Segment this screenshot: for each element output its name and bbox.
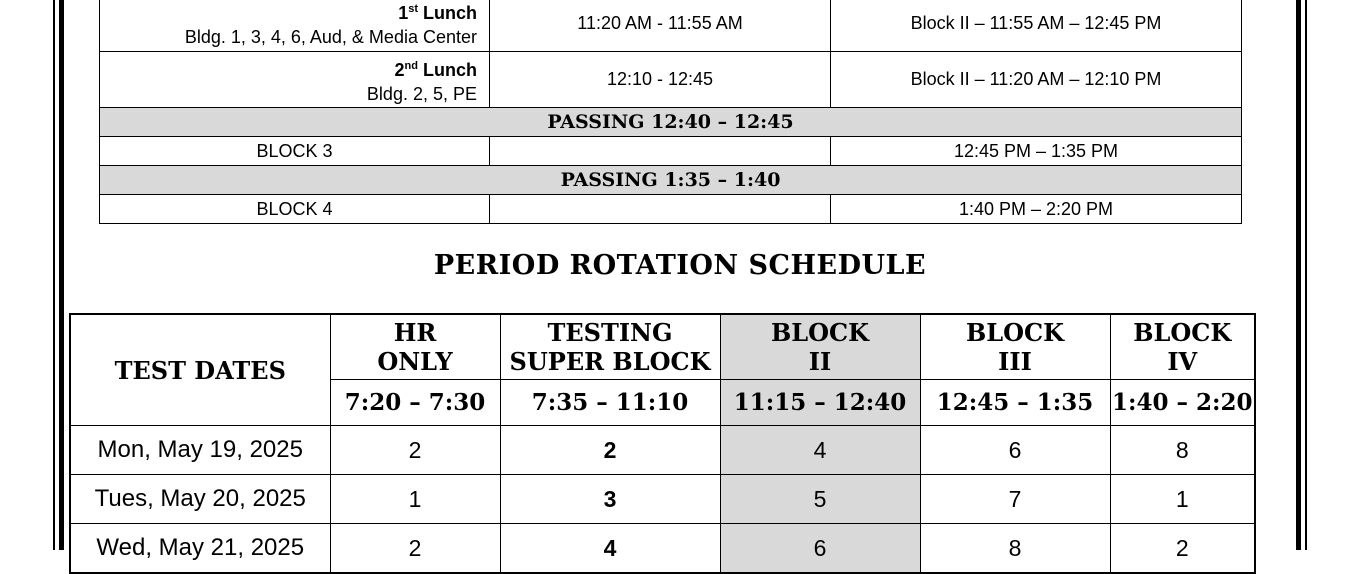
cell-block3: 7 — [920, 475, 1110, 524]
table-row — [70, 524, 1255, 574]
period-rotation-table — [69, 313, 1256, 574]
test-dates-header: TEST DATES — [70, 314, 330, 426]
passing-label-2: PASSING 1:35 – 1:40 — [100, 166, 1242, 195]
first-lunch-title: 1st Lunch — [398, 3, 477, 23]
passing-row-2 — [100, 166, 1242, 195]
cell-hr: 2 — [330, 426, 500, 475]
col-time-hr: 7:20 – 7:30 — [330, 380, 500, 426]
block3-time: 12:45 PM – 1:35 PM — [831, 137, 1242, 166]
cell-hr: 2 — [330, 524, 500, 574]
cell-block2: 6 — [720, 524, 920, 574]
first-lunch-label-cell — [100, 0, 490, 52]
second-lunch-label-cell — [100, 52, 490, 108]
second-lunch-time: 12:10 - 12:45 — [490, 52, 831, 108]
cell-block3: 8 — [920, 524, 1110, 574]
passing-label-1: PASSING 12:40 – 12:45 — [100, 108, 1242, 137]
cell-testing: 3 — [500, 475, 720, 524]
table-row — [70, 426, 1255, 475]
col-header-hr: HR ONLY — [330, 314, 500, 380]
col-time-block3: 12:45 – 1:35 — [920, 380, 1110, 426]
cell-block2: 4 — [720, 426, 920, 475]
row-date: Tues, May 20, 2025 — [70, 475, 330, 524]
block3-middle — [490, 137, 831, 166]
cell-block2: 5 — [720, 475, 920, 524]
second-lunch-block: Block II – 11:20 AM – 12:10 PM — [831, 52, 1242, 108]
row-date: Mon, May 19, 2025 — [70, 426, 330, 475]
col-time-testing: 7:35 – 11:10 — [500, 380, 720, 426]
col-header-block2: BLOCK II — [720, 314, 920, 380]
cell-testing: 4 — [500, 524, 720, 574]
table-row — [70, 475, 1255, 524]
col-time-block2: 11:15 – 12:40 — [720, 380, 920, 426]
lunch-schedule-table — [99, 0, 1242, 224]
col-header-block4: BLOCK IV — [1110, 314, 1255, 380]
row-date: Wed, May 21, 2025 — [70, 524, 330, 574]
cell-block4: 8 — [1110, 426, 1255, 475]
first-lunch-time: 11:20 AM - 11:55 AM — [490, 0, 831, 52]
second-lunch-buildings: Bldg. 2, 5, PE — [366, 83, 477, 104]
rotation-heading: PERIOD ROTATION SCHEDULE — [433, 250, 927, 281]
block3-label: BLOCK 3 — [100, 137, 490, 166]
cell-block3: 6 — [920, 426, 1110, 475]
second-lunch-row — [100, 52, 1242, 108]
col-time-block4: 1:40 – 2:20 — [1110, 380, 1255, 426]
header-row-titles — [70, 314, 1255, 380]
cell-block4: 1 — [1110, 475, 1255, 524]
passing-row-1 — [100, 108, 1242, 137]
block3-row — [100, 137, 1242, 166]
cell-hr: 1 — [330, 475, 500, 524]
block4-middle — [490, 195, 831, 224]
block4-time: 1:40 PM – 2:20 PM — [831, 195, 1242, 224]
first-lunch-buildings: Bldg. 1, 3, 4, 6, Aud, & Media Center — [184, 27, 477, 47]
first-lunch-row — [100, 0, 1242, 52]
second-lunch-title: 2nd Lunch — [394, 59, 477, 80]
cell-testing: 2 — [500, 426, 720, 475]
block4-label: BLOCK 4 — [100, 195, 490, 224]
cell-block4: 2 — [1110, 524, 1255, 574]
block4-row — [100, 195, 1242, 224]
first-lunch-block: Block II – 11:55 AM – 12:45 PM — [831, 0, 1242, 52]
col-header-testing: TESTING SUPER BLOCK — [500, 314, 720, 380]
col-header-block3: BLOCK III — [920, 314, 1110, 380]
